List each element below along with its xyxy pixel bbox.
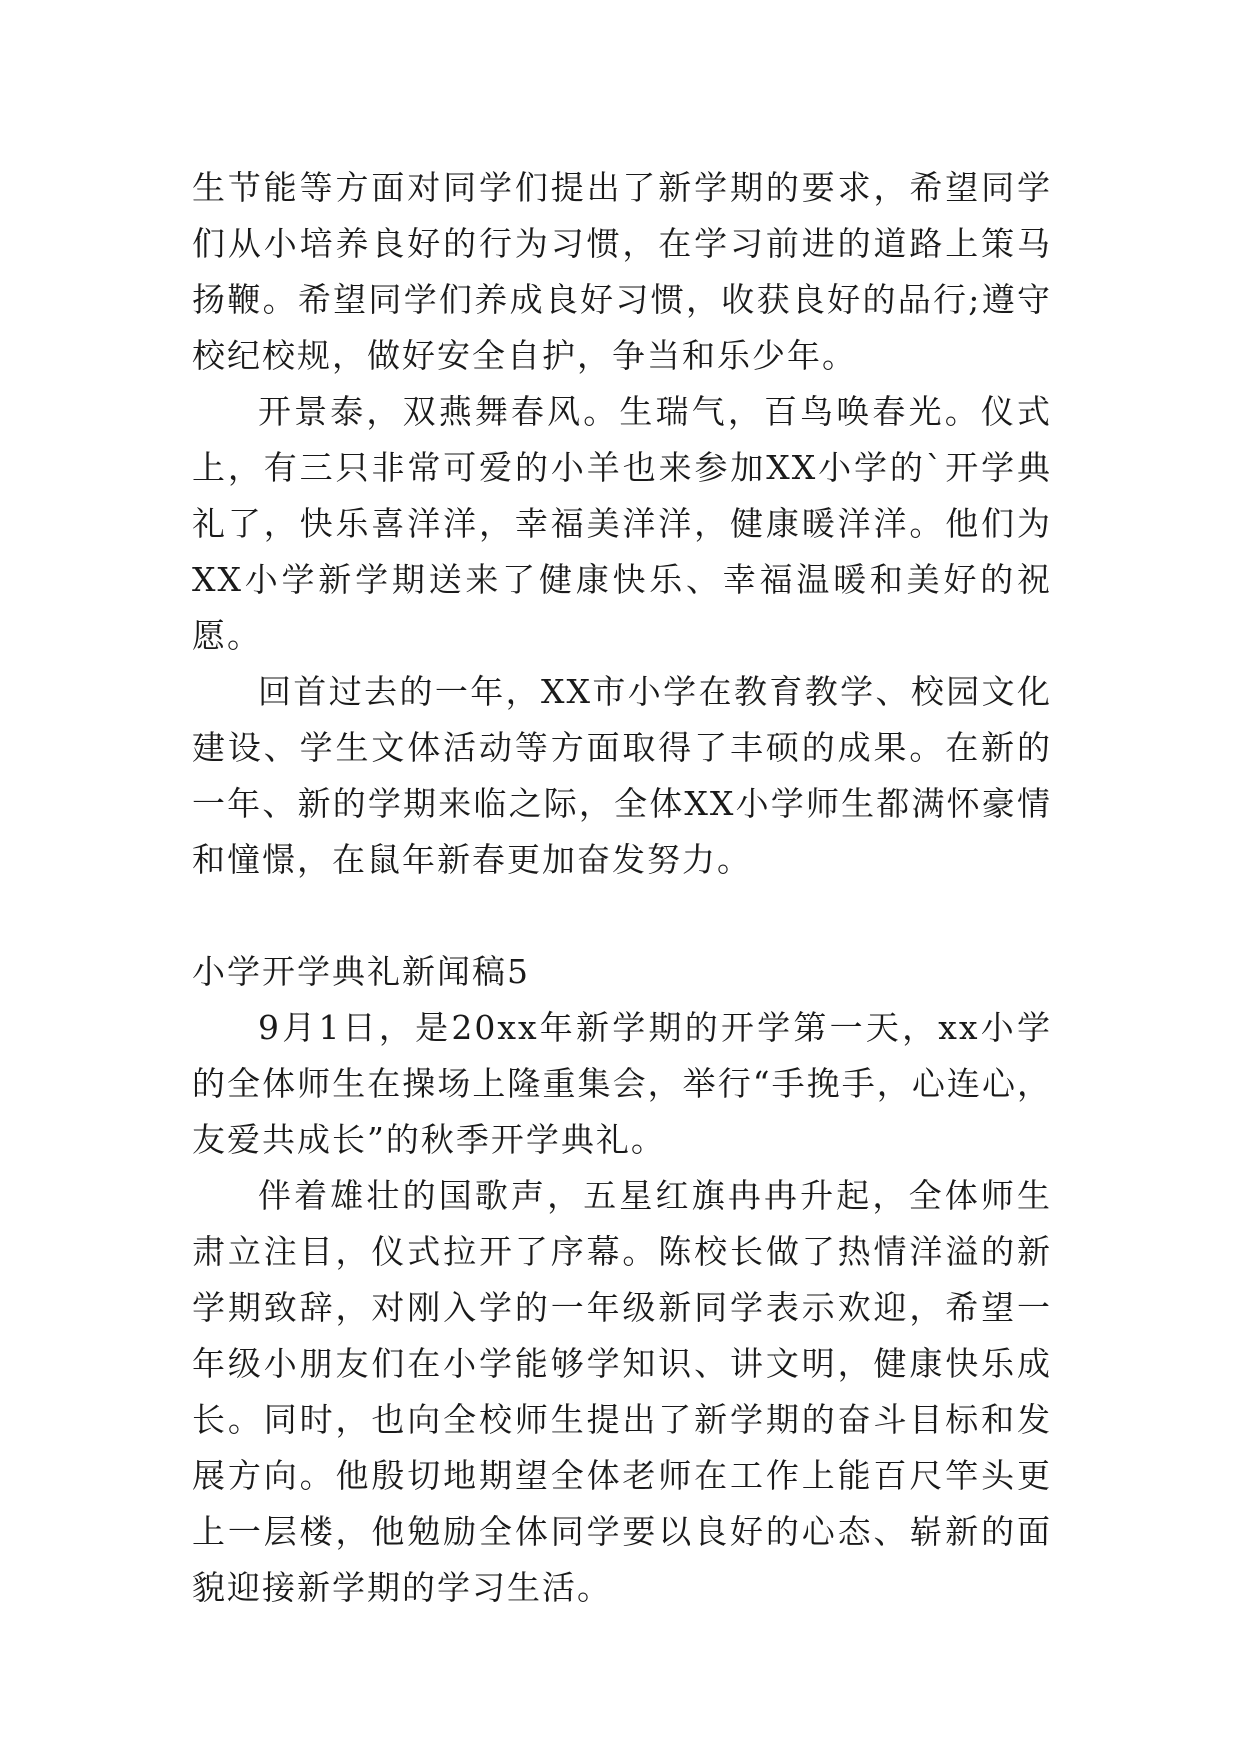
paragraph-continued: 生节能等方面对同学们提出了新学期的要求，希望同学们从小培养良好的行为习惯，在学习前进的道路上策马扬鞭。希望同学们养成良好习惯，收获良好的品行;遵守校纪校规，做好安全自护，争当和乐少年。	[192, 168, 1052, 375]
paragraph: 开景泰，双燕舞春风。生瑞气，百鸟唤春光。仪式上，有三只非常可爱的小羊也来参加XX小学的`开学典礼了，快乐喜洋洋，幸福美洋洋，健康暖洋洋。他们为XX小学新学期送来了健康快乐、幸福温暖和美好的祝愿。	[192, 392, 1052, 655]
document-body	[192, 160, 1052, 1616]
paragraph: 9月1日，是20xx年新学期的开学第一天，xx小学的全体师生在操场上隆重集会，举行“手挽手，心连心，友爱共成长”的秋季开学典礼。	[192, 1008, 1052, 1159]
paragraph: 回首过去的一年，XX市小学在教育教学、校园文化建设、学生文体活动等方面取得了丰硕的成果。在新的一年、新的学期来临之际，全体XX小学师生都满怀豪情和憧憬，在鼠年新春更加奋发努力。	[192, 672, 1052, 879]
section-title: 小学开学典礼新闻稿5	[192, 952, 530, 991]
paragraph: 伴着雄壮的国歌声，五星红旗冉冉升起，全体师生肃立注目，仪式拉开了序幕。陈校长做了热情洋溢的新学期致辞，对刚入学的一年级新同学表示欢迎，希望一年级小朋友们在小学能够学知识、讲文明，健康快乐成长。同时，也向全校师生提出了新学期的奋斗目标和发展方向。他殷切地期望全体老师在工作上能百尺竿头更上一层楼，他勉励全体同学要以良好的心态、崭新的面貌迎接新学期的学习生活。	[192, 1176, 1052, 1607]
